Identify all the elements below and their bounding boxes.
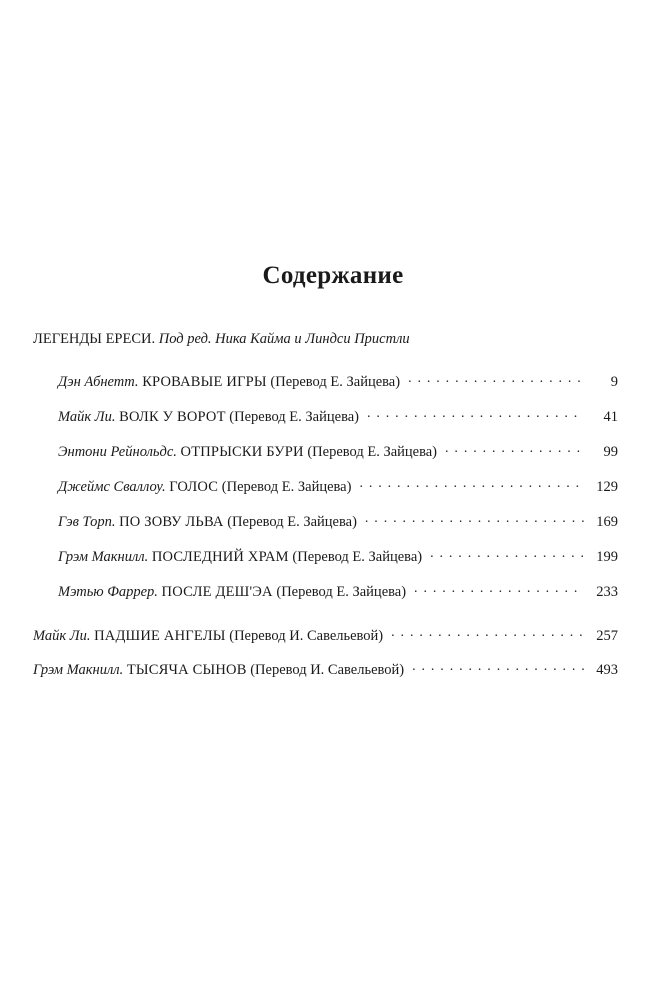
dot-leader [365, 511, 584, 526]
dot-leader [408, 371, 584, 386]
toc-entry-story-7[interactable] [58, 581, 618, 601]
entry-author: Грэм Макнилл. [33, 661, 124, 678]
entry-title: ОТПРЫСКИ БУРИ [180, 443, 304, 460]
entry-translator: (Перевод И. Савельевой) [250, 661, 405, 678]
dot-leader [430, 546, 584, 561]
entry-title: ПОСЛЕ ДЕШ'ЭА [161, 583, 273, 600]
dot-leader [359, 476, 584, 491]
entry-translator: (Перевод Е. Зайцева) [276, 583, 407, 600]
entry-page-number: 129 [596, 478, 618, 495]
entry-translator: (Перевод И. Савельевой) [229, 627, 384, 644]
entry-title: ГОЛОС [169, 478, 219, 495]
dot-leader [445, 441, 584, 456]
page-title: Содержание [262, 262, 404, 289]
entry-author: Дэн Абнетт. [58, 373, 139, 390]
toc-entry-story-3[interactable] [58, 441, 618, 461]
entry-page-number: 169 [596, 513, 618, 530]
entry-title: КРОВАВЫЕ ИГРЫ [142, 373, 267, 390]
dot-leader [367, 406, 584, 421]
entry-translator: (Перевод Е. Зайцева) [227, 513, 357, 530]
entry-page-number: 41 [603, 408, 618, 425]
dot-leader [412, 659, 584, 674]
toc-entry-novel-2[interactable] [33, 659, 618, 679]
entry-page-number: 99 [603, 443, 618, 460]
entry-translator: (Перевод Е. Зайцева) [229, 408, 359, 425]
entry-author: Джеймс Сваллоу. [58, 478, 166, 495]
entry-author: Мэтью Фаррер. [58, 583, 158, 600]
entry-translator: (Перевод Е. Зайцева) [221, 478, 352, 495]
entry-page-number: 233 [596, 583, 618, 600]
entry-page-number: 257 [596, 627, 618, 644]
toc-entry-story-4[interactable] [58, 476, 618, 496]
entry-title: ТЫСЯЧА СЫНОВ [126, 661, 247, 678]
entry-author: Энтони Рейнольдс. [58, 443, 177, 460]
entry-translator: (Перевод Е. Зайцева) [307, 443, 438, 460]
entry-translator: (Перевод Е. Зайцева) [270, 373, 401, 390]
entry-title: ПАДШИЕ АНГЕЛЫ [94, 627, 226, 644]
anthology-editors: Под ред. Ника Кайма и Линдси Пристли [158, 331, 410, 347]
entry-page-number: 199 [596, 548, 618, 565]
anthology-name: ЛЕГЕНДЫ ЕРЕСИ. [33, 331, 156, 347]
entry-translator: (Перевод Е. Зайцева) [292, 548, 423, 565]
entry-title: ПО ЗОВУ ЛЬВА [119, 513, 224, 530]
toc-entry-story-2[interactable] [58, 406, 618, 426]
entry-page-number: 9 [610, 373, 618, 390]
entry-title: ПОСЛЕДНИЙ ХРАМ [151, 548, 289, 565]
entry-author: Грэм Макнилл. [58, 548, 149, 565]
dot-leader [391, 625, 584, 640]
dot-leader [414, 581, 584, 596]
toc-entry-story-6[interactable] [58, 546, 618, 566]
toc-entry-novel-1[interactable] [33, 625, 618, 645]
entry-title: ВОЛК У ВОРОТ [119, 408, 226, 425]
entry-author: Майк Ли. [33, 627, 91, 644]
entry-page-number: 493 [596, 661, 618, 678]
toc-entry-story-1[interactable] [58, 371, 618, 391]
entry-author: Майк Ли. [58, 408, 116, 425]
entry-author: Гэв Торп. [58, 513, 116, 530]
toc-entry-story-5[interactable] [58, 511, 618, 531]
